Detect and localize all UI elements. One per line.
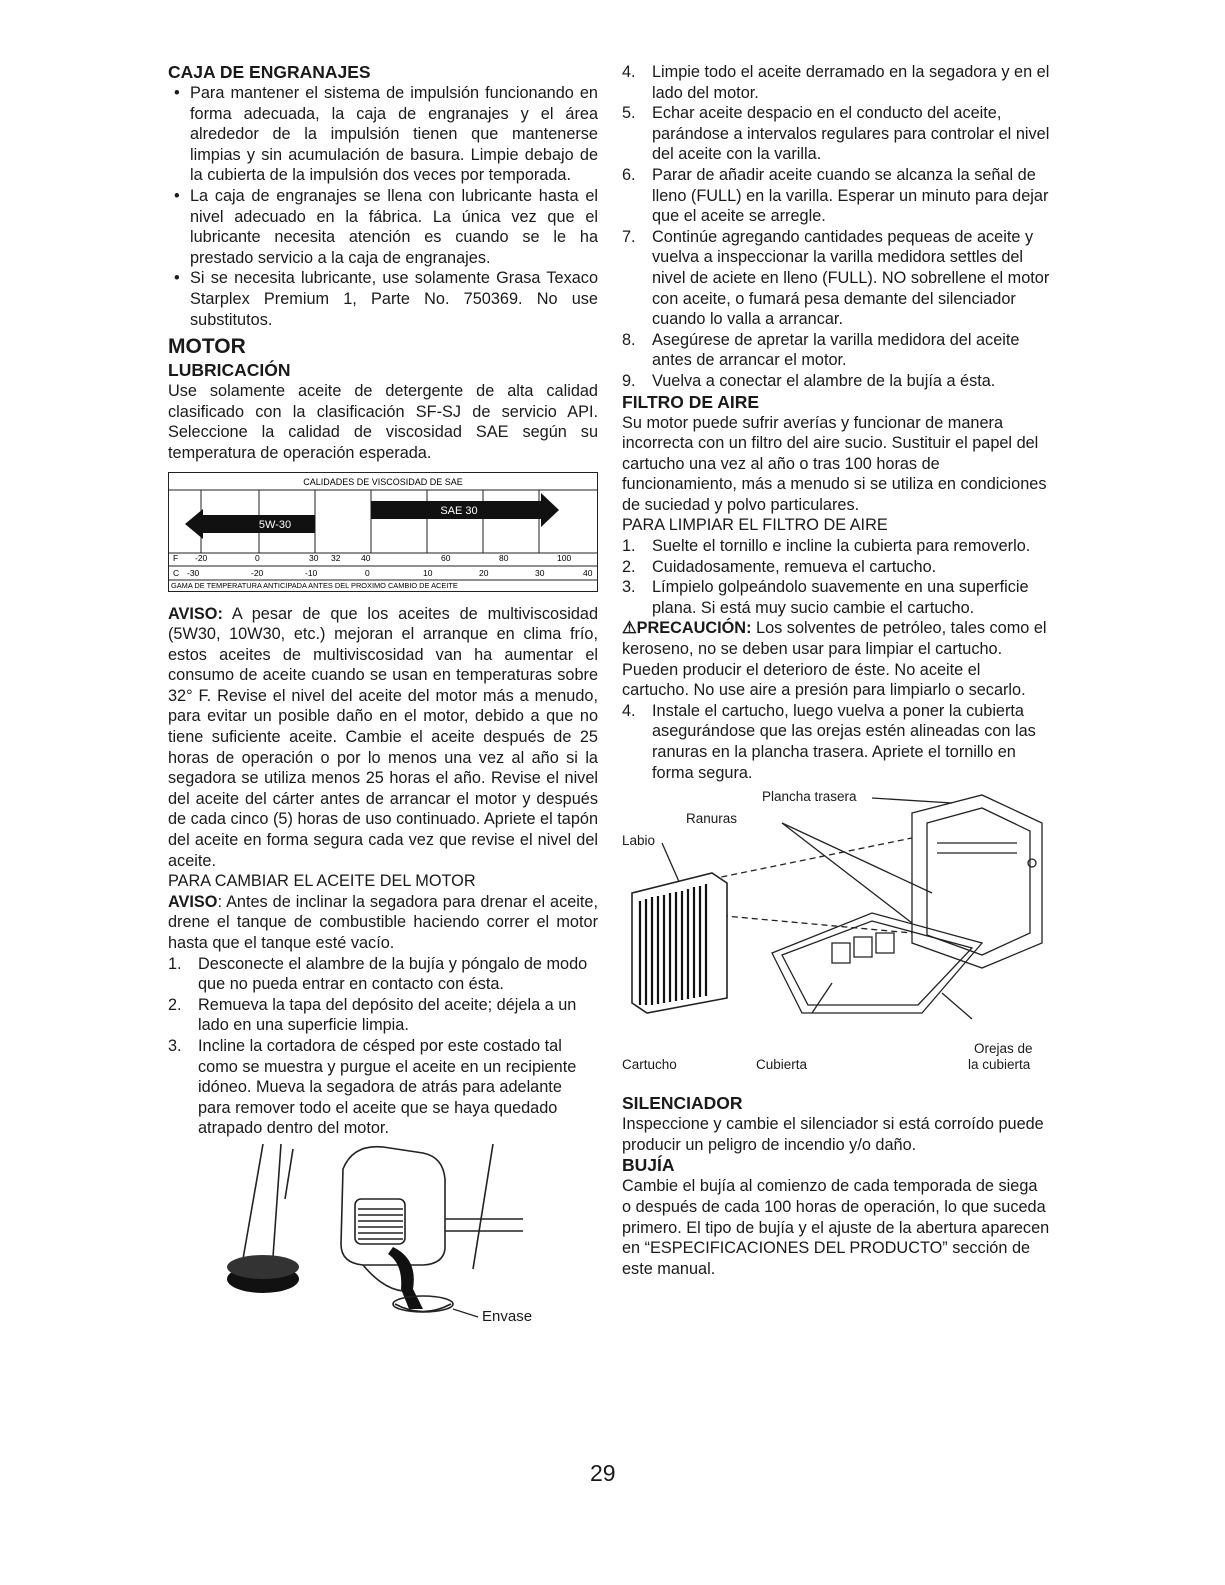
gearbox-heading: CAJA DE ENGRANAJES (168, 62, 371, 82)
c-tick: -30 (187, 567, 200, 578)
c-tick: 10 (423, 567, 433, 578)
c-prefix: C (173, 567, 180, 578)
f-tick: 40 (361, 552, 371, 563)
right-column (622, 62, 1050, 1279)
gearbox-bullet: • Si se necesita lubricante, use solamente Grasa Texaco Starplex Premium 1, Parte No. 750369. No use substitutos. (168, 268, 598, 330)
viscosity-chart (168, 472, 598, 592)
step-text: Asegúrese de apretar la varilla medidora del aceite antes de arrancar el motor. (652, 330, 1020, 370)
step-number: 8. (622, 330, 636, 349)
filter-steps (622, 536, 1050, 618)
clean-filter-heading: PARA LIMPIAR EL FILTRO DE AIRE (622, 516, 888, 535)
step-number: 7. (622, 227, 636, 246)
filter-step (622, 577, 1050, 618)
step-text: Límpielo golpeándolo suavemente en una superficie plana. Si está muy sucio cambie el cartucho. (652, 578, 1029, 617)
aviso-label: AVISO: (168, 604, 223, 623)
step-text: Continúe agregando cantidades pequeas de aceite y vuelva a inspeccionar la varilla medidora settles del nivel de aciete en lleno (FULL). NO sobrellene el motor con aceite, o fumará pesa demante del silenciador cuando lo valla a arrancar. (652, 227, 1050, 329)
air-filter-heading: FILTRO DE AIRE (622, 391, 760, 412)
step-text: Echar aceite despacio en el conducto del aceite, parándose a intervalos regulares para controlar el nivel del aceite con la varilla. (652, 104, 1050, 164)
step-text: Desconecte el alambre de la bujía y póngalo de modo que no pueda entrar en contacto con ésta. (198, 954, 588, 994)
oil-step (168, 995, 598, 1036)
mower-tilted-drawing (223, 1139, 553, 1324)
warning-triangle-icon: ⚠ (622, 619, 637, 638)
ears-label-line2: la cubierta (968, 1057, 1031, 1073)
spark-plug-heading: BUJÍA (622, 1155, 675, 1176)
oil-step (622, 62, 1050, 103)
step-text: Remueva la tapa del depósito del aceite; déjela a un lado en una superficie limpia. (198, 995, 577, 1035)
step-number: 6. (622, 165, 636, 184)
5w30-arrow (185, 509, 315, 539)
oil-step (168, 1036, 598, 1139)
caution-paragraph (622, 618, 1050, 700)
aviso2-label: AVISO (168, 892, 218, 911)
step-text: Incline la cortadora de césped por este costado tal como se muestra y purgue el aceite en un recipiente idóneo. Mueva la segadora de atrás para adelante para remover todo el aceite que se haya quedado atrapado dentro del motor. (198, 1036, 577, 1138)
slots-label: Ranuras (686, 811, 738, 827)
ears-label-line1: Orejas de (974, 1041, 1033, 1057)
step-text: Parar de añadir aceite cuando se alcanza la señal de lleno (FULL) en la varilla. Esperar un minuto para dejar que el aceite se arregle. (652, 165, 1049, 226)
filter-steps-continued (622, 701, 1050, 783)
step-number: 1. (168, 954, 182, 973)
oil-step (622, 103, 1050, 165)
chart-title: CALIDADES DE VISCOSIDAD DE SAE (303, 476, 463, 487)
spark-plug-text: Cambie el bujía al comienzo de cada temporada de siega o después de cada 100 horas de operación, lo que suceda primero. El tipo de bujía y el ajuste de la abertura aparecen en “ESPECIFICACIONES DEL PRODUCTO” sección de este manual. (622, 1177, 1050, 1278)
oil-drain-illustration (168, 1139, 598, 1324)
filter-step (622, 557, 1050, 578)
f-tick: 80 (499, 552, 509, 563)
oil-step (622, 227, 1050, 330)
step-text: Suelte el tornillo e incline la cubierta para removerlo. (652, 537, 1031, 556)
caution-label: PRECAUCIÓN: (636, 619, 752, 638)
5w30-label: 5W-30 (258, 518, 292, 531)
caution-text: Los solventes de petróleo, tales como el keroseno, no se deben usar para limpiar el cartucho. Pueden producir el deterioro de éste. No aceite el cartucho. No use aire a presión para limpiarlo o secarlo. (622, 619, 1047, 700)
lip-label: Labio (622, 833, 656, 849)
sae30-label: SAE 30 (440, 504, 478, 517)
muffler-text: Inspeccione y cambie el silenciador si está corroído puede producir un peligro de incendio y/o daño. (622, 1115, 1044, 1154)
oil-step (622, 165, 1050, 227)
oil-change-steps (168, 954, 598, 1139)
c-tick: 20 (479, 567, 489, 578)
air-filter-diagram (622, 783, 1050, 1073)
c-tick: 30 (535, 567, 545, 578)
f-tick: 100 (557, 552, 572, 563)
f-tick: 0 (255, 552, 260, 563)
filter-cartridge-drawing (632, 873, 727, 1013)
c-tick: 0 (365, 567, 370, 578)
step-number: 1. (622, 537, 636, 556)
filter-step (622, 701, 1050, 783)
step-text: Cuidadosamente, remueva el cartucho. (652, 557, 937, 576)
aviso-paragraph (168, 604, 598, 872)
page-number: 29 (590, 1460, 616, 1486)
gearbox-bullet-list (168, 83, 598, 330)
step-text: Instale el cartucho, luego vuelva a poner la cubierta asegurándose que las orejas estén alineadas con las ranuras en la plancha trasera. Apriete el tornillo en forma segura. (652, 701, 1036, 782)
f-tick: 32 (331, 552, 341, 563)
oil-step (622, 371, 1050, 392)
f-prefix: F (173, 552, 179, 563)
lubrication-heading: LUBRICACIÓN (168, 360, 291, 381)
f-tick: -20 (195, 552, 208, 563)
lubrication-text: Use solamente aceite de detergente de alta calidad clasificado con la clasificación SF-SJ de servicio API. Seleccione la calidad de viscosidad SAE según su temperatura de operación esperada. (168, 382, 598, 462)
viscosity-chart-graphic (169, 473, 597, 591)
step-number: 4. (622, 701, 636, 720)
container-label: Envase (482, 1307, 533, 1325)
aviso2-text: : Antes de inclinar la segadora para drenar el aceite, drene el tanque de combustible haciendo correr el motor hasta que el tanque esté vacío. (168, 892, 598, 952)
f-tick: 60 (441, 552, 451, 563)
air-filter-text: Su motor puede sufrir averías y funcionar de manera incorrecta con un filtro del aire sucio. Sustituir el papel del cartucho una vez al año o tras 100 horas de funcionamiento, más a menudo si se utiliza en condiciones de suciedad y polvo particulares. (622, 413, 1047, 514)
aviso-text: A pesar de que los aceites de multiviscosidad (5W30, 10W30, etc.) mejoran el arranque en clima frío, estos aceites de multiviscosidad van ha aumentar el consumo de aceite cuando se usan en temperaturas sobre 32° F. Revise el nivel del aceite del motor más a menudo, para evitar un posible daño en el motor, debido a que no tiene suficiente aceite. Cambie el aceite después de 25 horas de operación o por lo menos una vez al año si la segadora se utiliza menos 25 horas el año. Revise el nivel del aceite del cárter antes de arrancar el motor y después de cada cinco (5) horas de uso continuado. Apriete el tapón del aceite en forma segura cada vez que revise el nivel del aceite. (168, 604, 598, 870)
c-tick: -10 (305, 567, 318, 578)
c-tick: 40 (583, 567, 593, 578)
oil-step (168, 954, 598, 995)
chart-footer: GAMA DE TEMPERATURA ANTICIPADA ANTES DEL PROXIMO CAMBIO DE ACEITE (171, 580, 458, 590)
step-number: 4. (622, 63, 636, 81)
oil-step (622, 330, 1050, 371)
oil-change-steps-continued (622, 62, 1050, 392)
gearbox-bullet: • Para mantener el sistema de impulsión funcionando en forma adecuada, la caja de engranajes y el área alrededor de la impulsión tienen que mantenerse limpias y sin acumulación de basura. Limpie debajo de la cubierta de la impulsión dos veces por temporada. (168, 83, 598, 186)
step-number: 5. (622, 104, 636, 123)
step-number: 3. (622, 578, 636, 597)
cover-label: Cubierta (756, 1057, 808, 1073)
step-number: 9. (622, 371, 636, 390)
air-filter-exploded-drawing (622, 783, 1050, 1073)
c-tick: -20 (251, 567, 264, 578)
f-tick: 30 (309, 552, 319, 563)
change-oil-heading: PARA CAMBIAR EL ACEITE DEL MOTOR (168, 872, 476, 891)
back-plate-label: Plancha trasera (762, 789, 857, 805)
cartridge-label: Cartucho (622, 1057, 677, 1073)
motor-heading: MOTOR (168, 335, 246, 359)
left-column (168, 62, 598, 1324)
step-text: Vuelva a conectar el alambre de la bujía a ésta. (652, 371, 996, 390)
step-number: 2. (168, 995, 182, 1014)
step-text: Limpie todo el aceite derramado en la segadora y en el lado del motor. (652, 63, 1050, 102)
gearbox-bullet: • La caja de engranajes se llena con lubricante hasta el nivel adecuado en la fábrica. La única vez que el lubricante necesita atención es cuando se le ha prestado servicio a la caja de engranajes. (168, 186, 598, 268)
muffler-heading: SILENCIADOR (622, 1093, 743, 1114)
step-number: 3. (168, 1036, 182, 1055)
filter-step (622, 536, 1050, 557)
step-number: 2. (622, 557, 636, 576)
aviso2-paragraph (168, 892, 598, 954)
